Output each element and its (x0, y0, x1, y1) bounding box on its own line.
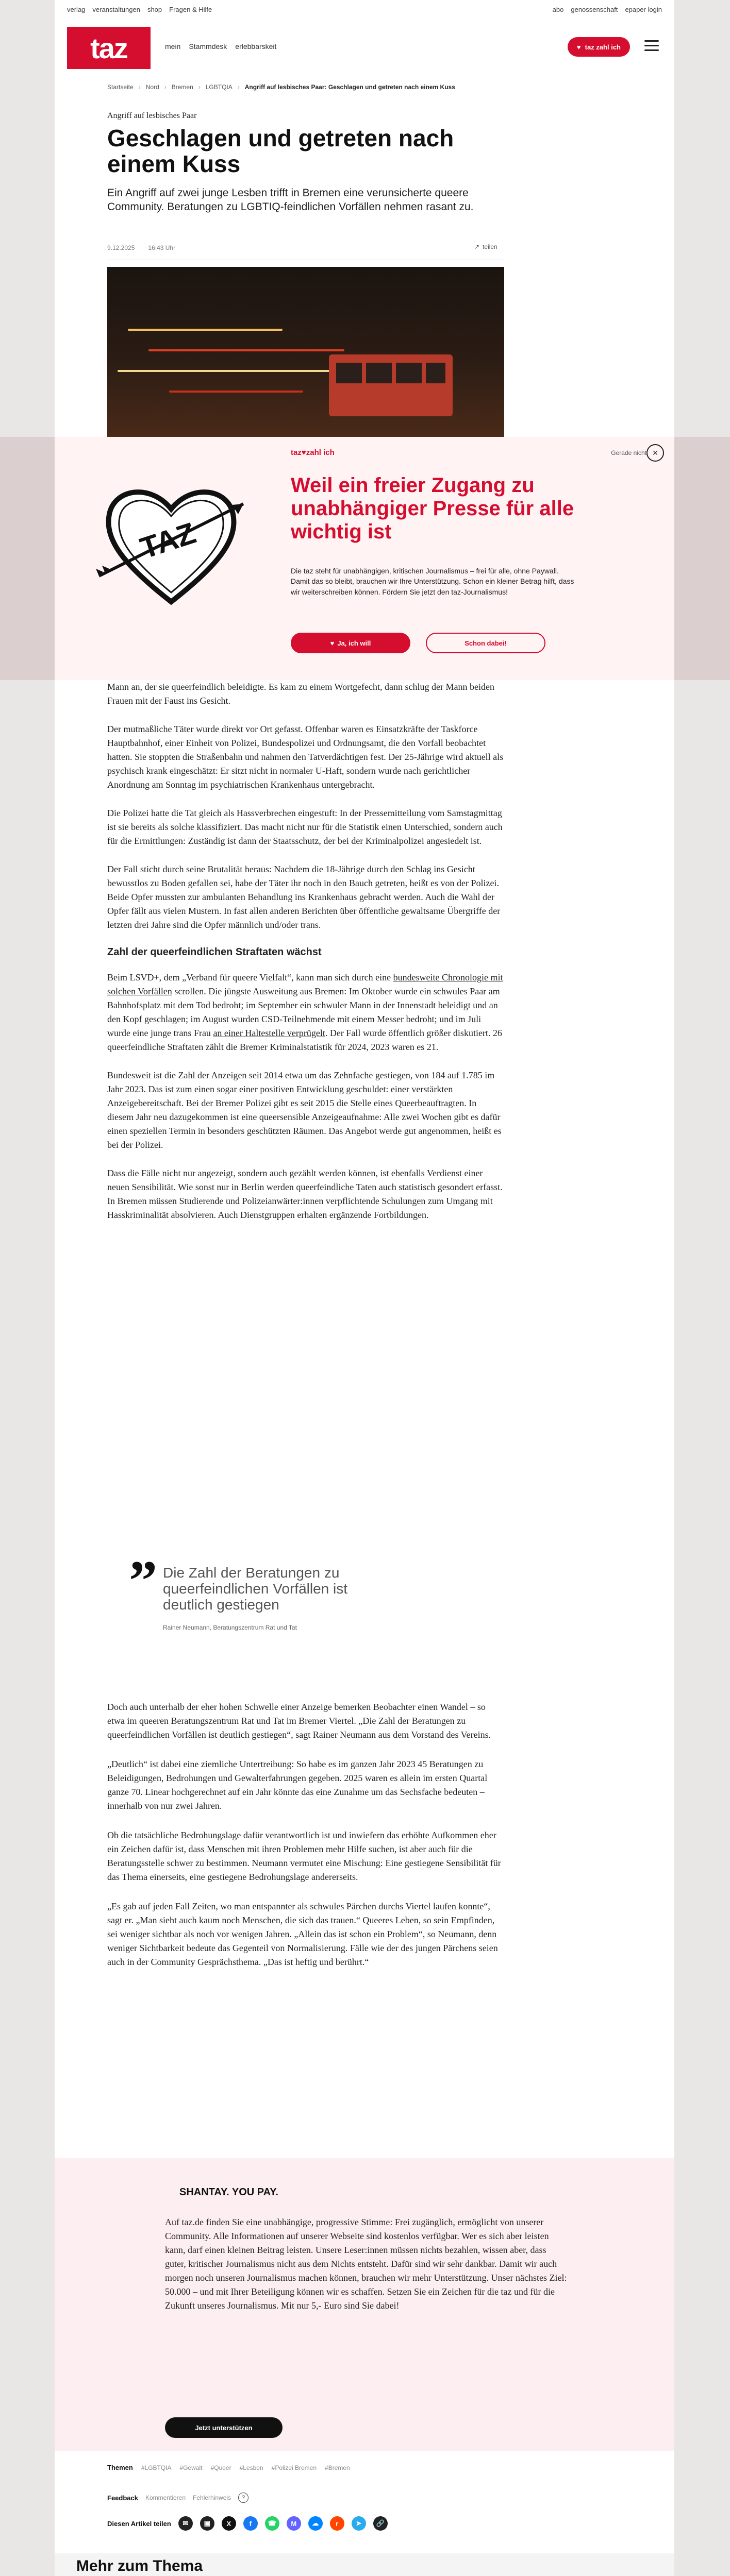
heart-tattoo-icon (94, 473, 248, 617)
tag-link[interactable]: #LGBTQIA (141, 2464, 172, 2471)
already-member-button[interactable]: Schon dabei! (426, 633, 545, 653)
topbar-link-veranstaltungen[interactable]: veranstaltungen (92, 5, 140, 13)
article-lead: Ein Angriff auf zwei junge Lesben trifft in Bremen eine verunsicherte queere Community. Beratungen zu LGBTIQ-feindlichen Vorfällen nehmen rasant zu. (107, 187, 474, 213)
pay-title: SHANTAY. YOU PAY. (179, 2187, 278, 2198)
help-icon[interactable]: ? (238, 2493, 248, 2503)
heart-icon: ♥ (330, 639, 335, 647)
whatsapp-icon[interactable]: ☎ (265, 2516, 279, 2531)
share-icon: ↗ (474, 243, 480, 250)
text: . Der Fall wurde öffentlich größer diskutiert. 26 queerfeindliche Straftaten zählt die Bremer Kriminalstatistik für 2024, 2023 waren es 21. (107, 1028, 502, 1052)
nav-item-stammdesk[interactable]: Stammdesk (189, 42, 227, 50)
share-bar-label: Diesen Artikel teilen (107, 2519, 171, 2528)
body-paragraph: Dass die Fälle nicht nur angezeigt, sondern auch gezählt werden können, ist ebenfalls Verdienst einer neuen Sensibilität. Wie sonst nur in Berlin werden queerfeindliche Taten auch statistisch gesondert erfasst. In Bremen müssen Studierende und Polizeianwärter:innen verpflichtende Schulungen zum Umgang mit Hasskriminalität absolvieren. Auch Dienstgruppen erhalten ergänzende Fortbildungen. (107, 1168, 503, 1220)
quote-text: Die Zahl der Beratungen zu queerfeindlichen Vorfällen ist deutlich gestiegen (163, 1565, 348, 1613)
quote-source: Rainer Neumann, Beratungszentrum Rat und Tat (163, 1624, 297, 1631)
nav-item-mein[interactable]: mein (165, 42, 181, 50)
share-button[interactable] (474, 243, 497, 250)
support-button-label: taz zahl ich (585, 43, 621, 51)
hamburger-menu-icon[interactable] (644, 40, 659, 53)
modal-brand: taz♥zahl ich (291, 448, 335, 457)
twitter-icon[interactable]: X (222, 2516, 236, 2531)
article-body-continued (107, 1700, 504, 1985)
section-heading: Zahl der queerfeindlichen Straftaten wächst (107, 946, 322, 958)
breadcrumb-current: Angriff auf lesbisches Paar: Geschlagen und getreten nach einem Kuss (244, 83, 455, 91)
text: scrollen. Die jüngste Ausweitung aus Bremen: Im Oktober wurde ein schwules Paar am Bahnhofsplatz mit dem Tod bedroht; im September ein schwuler Mann in der Innenstadt beleidigt und an den Kopf geschlagen; im August wurden CSD-Teilnehmende mit einem Messer bedroht; und im Juli wurde eine junge trans Frau (107, 986, 500, 1038)
haltestelle-link[interactable]: an einer Haltestelle verprügelt (213, 1028, 325, 1038)
sms-icon[interactable]: ▣ (200, 2516, 214, 2531)
body-paragraph: Der mutmaßliche Täter wurde direkt vor Ort gefasst. Offenbar waren es Einsatzkräfte der Taskforce Hauptbahnhof, einer Einheit von Polizei, Bundespolizei und Ordnungsamt, die den Vorfall beobachtet hatten. Sie stoppten die Straßenbahn und nahmen den Tatverdächtigen fest. Der 25-Jährige wird aktuell als psychisch krank eingeschätzt: Er sitzt nicht in normaler U-Haft, sondern wurde nach gerichtlicher Anordnung am Sonntag im psychiatrischen Krankenhaus untergebracht. (107, 724, 504, 790)
top-utility-bar (55, 0, 674, 19)
topbar-link-epaper[interactable]: epaper login (625, 5, 662, 13)
body-paragraph: Ob die tatsächliche Bedrohungslage dafür verantwortlich ist und inwiefern das erhöhte Aufkommen eher ein Zeichen dafür ist, dass Menschen mit ihren Problemen mehr Hilfe suchen, ist aber auch für die Beratungsstelle schwer zu bestimmen. Neumann vermutet eine Mischung: Eine gestiegene Sensibilität für das Thema einerseits, eine gestiegene Bedrohungslage andererseits. (107, 1830, 501, 1882)
modal-text: Die taz steht für unabhängigen, kritischen Journalismus – frei für alle, ohne Paywall. Damit das so bleibt, brauchen wir Ihre Unterstützung. Schon ein kleiner Betrag hilft, dass wir weiterschreiben können. Fördern Sie jetzt den taz-Journalismus! (291, 567, 574, 596)
topbar-link-abo[interactable]: abo (552, 5, 564, 13)
tag-link[interactable]: #Queer (210, 2464, 231, 2471)
breadcrumb-lgbtqia[interactable]: LGBTQIA (205, 83, 233, 91)
support-overlay (0, 437, 730, 680)
mastodon-icon[interactable]: M (287, 2516, 301, 2531)
tag-link[interactable]: #Gewalt (179, 2464, 203, 2471)
feedback-label: Feedback (107, 2494, 138, 2502)
heart-icon: ♥ (576, 43, 581, 51)
themes-row (107, 2464, 350, 2471)
mail-icon[interactable]: ✉ (178, 2516, 193, 2531)
yes-button-label: Ja, ich will (337, 639, 371, 647)
close-icon[interactable]: × (646, 444, 664, 462)
article-photo (107, 267, 504, 437)
support-now-button[interactable]: Jetzt unterstützen (165, 2417, 283, 2438)
pay-box (55, 2158, 674, 2451)
themes-label: Themen (107, 2464, 133, 2471)
topbar-link-verlag[interactable]: verlag (67, 5, 86, 13)
chronology-link[interactable]: bundesweite Chronologie mit solchen Vorfällen (107, 972, 503, 996)
tag-link[interactable]: #Polizei Bremen (271, 2464, 317, 2471)
body-paragraph: Der Fall sticht durch seine Brutalität heraus: Nachdem die 18-Jährige durch den Schlag ins Gesicht bewusstlos zu Boden gefallen sei, habe der Täter ihr noch in den Bauch getreten, heißt es von der Polizei. Beide Opfer mussten zur ambulanten Behandlung ins Krankenhaus gebracht werden. Auch die Wahl der Opfer fällt aus vielen Mustern. In fast allen anderen Berichten über öffentliche gewaltsame Übergriffe der letzten drei Jahre sind die Opfer männlich und/oder trans. (107, 864, 501, 930)
facebook-icon[interactable]: f (243, 2516, 258, 2531)
body-paragraph: Die Polizei hatte die Tat gleich als Hassverbrechen eingestuft: In der Pressemitteilung vom Samstagmittag ist sie bereits als solche klassifiziert. Das macht nicht nur für die Statistik einen Unterschied, sondern auch für die Ermittlungen: Zuständig ist dann der Staatsschutz, der bei der Kriminalpolizei angesiedelt ist. (107, 808, 503, 846)
support-modal (55, 437, 674, 680)
body-paragraph: Doch auch unterhalb der eher hohen Schwelle einer Anzeige bemerken Beobachter einen Wandel – so etwa im queeren Beratungszentrum Rat und Tat im Bremer Viertel. „Die Zahl der Beratungen zu queerfeindlichen Vorfällen ist deutlich gestiegen“, sagt Rainer Neumann aus dem Vorstand des Vereins. (107, 1702, 491, 1740)
breadcrumb-nord[interactable]: Nord (145, 83, 159, 91)
article-title: Geschlagen und getreten nach einem Kuss (107, 125, 454, 177)
text: Beim LSVD+, dem „Verband für queere Vielfalt“, kann man sich durch eine (107, 972, 393, 982)
article-time: 16:43 Uhr (148, 244, 176, 251)
breadcrumb-home[interactable]: Startseite (107, 83, 134, 91)
article-body (107, 680, 504, 1236)
topbar-link-help[interactable]: Fragen & Hilfe (169, 5, 212, 13)
modal-title: Weil ein freier Zugang zu unabhängiger Presse für alle wichtig ist (291, 474, 574, 543)
article-meta (107, 244, 175, 251)
share-bar (107, 2516, 388, 2531)
article-kicker: Angriff auf lesbisches Paar (107, 111, 197, 120)
taz-logo[interactable] (67, 27, 151, 69)
breadcrumb: Startseite › Nord › Bremen › LGBTQIA › Angriff auf lesbisches Paar: Geschlagen und getreten nach einem Kuss (107, 83, 455, 91)
link-icon[interactable]: 🔗 (373, 2516, 388, 2531)
topbar-link-shop[interactable]: shop (147, 5, 162, 13)
logo-text: taz (90, 31, 127, 64)
breadcrumb-bremen[interactable]: Bremen (171, 83, 193, 91)
support-button[interactable] (568, 37, 630, 57)
feedback-row (107, 2493, 248, 2503)
error-report-link[interactable]: Fehlerhinweis (193, 2494, 231, 2501)
share-label: teilen (483, 243, 497, 250)
site-header (55, 22, 674, 73)
nav-item-erlebbarskeit[interactable]: erlebbarskeit (235, 42, 277, 50)
main-nav (165, 42, 276, 50)
tag-link[interactable]: #Lesben (239, 2464, 263, 2471)
body-paragraph (107, 971, 504, 1054)
article-date: 9.12.2025 (107, 244, 135, 251)
body-paragraph: Bundesweit ist die Zahl der Anzeigen seit 2014 etwa um das Zehnfache gestiegen, von 184 auf 1.785 im Jahr 2023. Das ist zum einen sogar einer positiven Entwicklung geschuldet: einer verstärkten Anzeigebereitschaft. Bei der Bremer Polizei gibt es seit 2015 die Stelle eines Queerbeauftragten. In diesem Jahr neu dazugekommen ist eine queersensible Anzeigeaufnahme: Alle zwei Wochen gibt es dafür einen speziellen Termin in besonders geschützten Räumen. Das Angebot werde gut angenommen, heißt es bei der Polizei. (107, 1070, 502, 1150)
bluesky-icon[interactable]: ☁ (308, 2516, 323, 2531)
reddit-icon[interactable]: r (330, 2516, 344, 2531)
telegram-icon[interactable]: ➤ (352, 2516, 366, 2531)
modal-dismiss-note[interactable]: Gerade nicht (611, 449, 646, 456)
tag-link[interactable]: #Bremen (325, 2464, 350, 2471)
body-paragraph: „Deutlich“ ist dabei eine ziemliche Untertreibung: So habe es im ganzen Jahr 2023 45 Beratungen zu Beleidigungen, Bedrohungen und Gewalterfahrungen gegeben. 2025 waren es allein im ersten Quartal ganze 70. Linear hochgerechnet auf ein Jahr könnte das eine Zunahme um das Sechsfache bedeuten – innerhalb von nur zwei Jahren. (107, 1759, 488, 1811)
yes-button[interactable] (291, 633, 410, 653)
quote-icon: ” (129, 1549, 157, 1612)
comment-link[interactable]: Kommentieren (145, 2494, 186, 2501)
body-paragraph: Mann an, der sie queerfeindlich beleidigte. Es kam zu einem Wortgefecht, dann schlug der Mann beiden Frauen mit der Faust ins Gesicht. (107, 682, 494, 706)
svg-text:TAZ: TAZ (136, 516, 200, 566)
topbar-link-genossenschaft[interactable]: genossenschaft (571, 5, 618, 13)
body-paragraph: „Es gab auf jeden Fall Zeiten, wo man entspannter als schwules Pärchen durchs Viertel laufen konnte“, sagt er. „Man sieht auch kaum noch Menschen, die sich das trauen.“ Queeres Leben, so sein Empfinden, sei weniger sichtbar als noch vor wenigen Jahren. „Allein das ist schon ein Problem“, so Neumann, denn weniger Sichtbarkeit bedeute das Gegenteil von Normalisierung. Fälle wie der des jungen Pärchens seien auch in der Community Gesprächsthema. „Das ist heftig und berührt.“ (107, 1901, 498, 1967)
pay-text: Auf taz.de finden Sie eine unabhängige, progressive Stimme: Frei zugänglich, ermöglicht von unserer Community. Alle Informationen auf unserer Webseite sind kostenlos verfügbar. Wer es sich aber leisten kann, darf einen kleinen Beitrag leisten. Unsere Leser:innen müssen nichts bezahlen, wissen aber, dass guter, kritischer Journalismus nicht aus dem Nichts entsteht. Dafür sind wir sehr dankbar. Damit wir auch morgen noch unseren Journalismus machen können, brauchen wir mehr Unterstützung. Unser nächstes Ziel: 50.000 – und mit Ihrer Beteiligung können wir es schaffen. Setzen Sie ein Zeichen für die taz und für die Zukunft unseres Journalismus. Mit nur 5,- Euro sind Sie dabei! (165, 2217, 567, 2311)
related-section-title: Mehr zum Thema (76, 2557, 203, 2574)
